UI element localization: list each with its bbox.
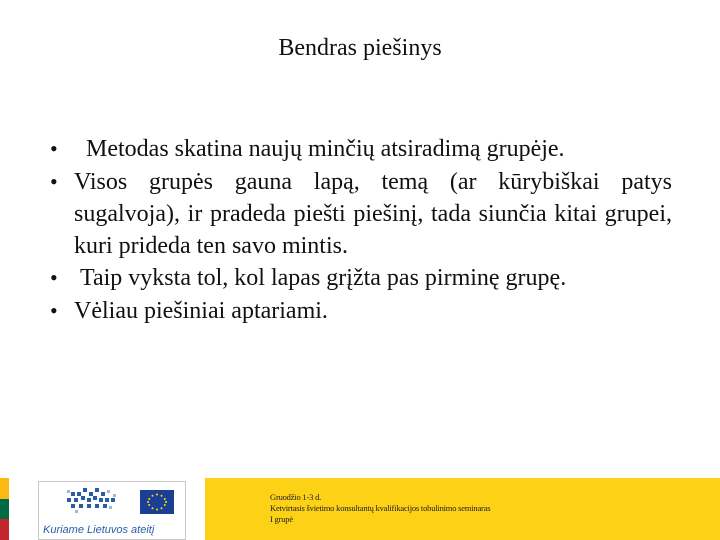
slide-title: Bendras piešinys	[278, 35, 442, 61]
footer-group: I grupė	[270, 514, 293, 524]
bullet-icon: •	[50, 168, 58, 194]
footer	[0, 478, 720, 540]
bullet-icon: •	[50, 136, 58, 161]
bullet-text: Taip vyksta tol, kol lapas grįžta pas pirminę grupę.	[74, 265, 567, 291]
partner-logo	[38, 481, 186, 540]
list-item	[40, 133, 672, 165]
bullet-text: Metodas skatina naujų minčių atsiradimą grupėje.	[74, 136, 565, 162]
bullet-list	[40, 133, 672, 327]
footer-info	[270, 492, 690, 525]
list-item	[40, 295, 672, 327]
eu-flag-icon	[140, 490, 174, 514]
lithuanian-flag-icon	[0, 478, 9, 540]
bullet-icon: •	[50, 297, 58, 323]
logo-slogan: Kuriame Lietuvos ateitį	[43, 524, 155, 536]
list-item	[40, 166, 672, 262]
footer-date: Gruodžio 1-3 d.	[270, 492, 322, 502]
list-item	[40, 262, 672, 294]
ministry-dots-logo-icon	[65, 486, 121, 514]
bullet-text: Visos grupės gauna lapą, temą (ar kūrybiškai patys sugalvoja), ir pradeda piešti piešinį, tada siunčia kitai grupei, kuri prideda ten savo mintis.	[74, 168, 672, 259]
bullet-icon: •	[50, 265, 58, 290]
bullet-text: Vėliau piešiniai aptariami.	[74, 297, 328, 324]
footer-event: Ketvirtasis švietimo konsultantų kvalifikacijos tobulinimo seminaras	[270, 503, 491, 513]
